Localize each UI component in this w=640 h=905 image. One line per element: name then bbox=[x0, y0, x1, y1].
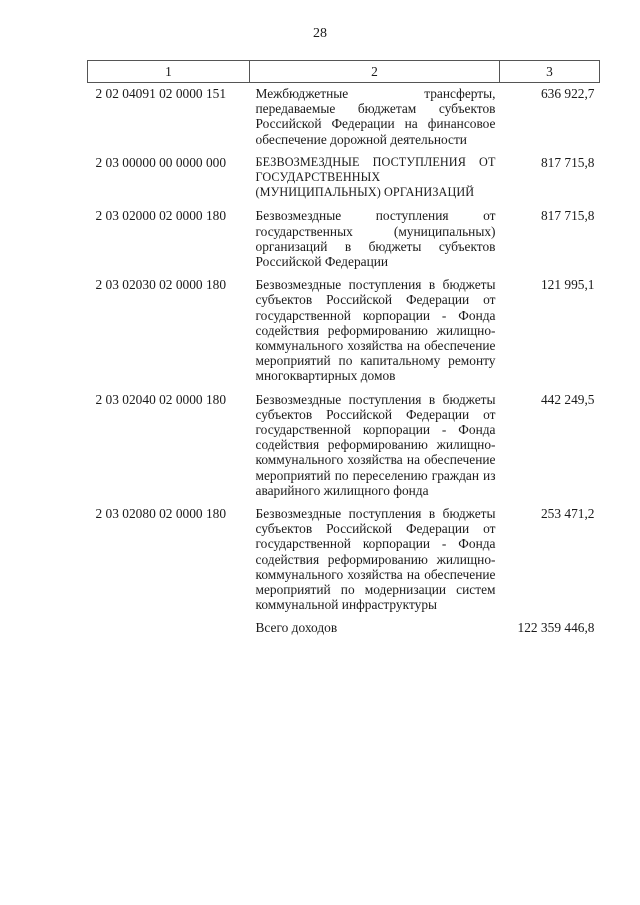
budget-code: 2 02 04091 02 0000 151 bbox=[95, 86, 227, 101]
budget-amount: 253 471,2 bbox=[540, 506, 595, 522]
table-row bbox=[88, 152, 600, 206]
budget-code: 2 03 02030 02 0000 180 bbox=[95, 277, 227, 293]
total-label: Всего доходов bbox=[255, 619, 338, 635]
total-amount: 122 359 446,8 bbox=[517, 619, 595, 635]
revenue-table bbox=[87, 60, 600, 640]
table-row bbox=[88, 389, 600, 503]
budget-code: 2 03 02040 02 0000 180 bbox=[95, 391, 227, 407]
budget-amount: 817 715,8 bbox=[540, 208, 595, 224]
budget-amount: 442 249,5 bbox=[540, 391, 595, 407]
table-row bbox=[88, 205, 600, 274]
budget-description: Безвозмездные поступления в бюджеты субъектов Российской Федерации от государственной корпорации - Фонда содействия реформированию жилищно-коммунального хозяйства на обеспечение мероприятий по капитальному ремонту многоквартирных домов bbox=[255, 277, 496, 384]
budget-amount: 636 922,7 bbox=[540, 86, 595, 101]
budget-code: 2 03 02080 02 0000 180 bbox=[95, 506, 227, 522]
budget-amount: 817 715,8 bbox=[540, 154, 595, 170]
total-code-cell bbox=[88, 618, 250, 640]
budget-description: Межбюджетные трансферты, передаваемые бюджетам субъектов Российской Федерации на финансовое обеспечение дорожной деятельности bbox=[255, 86, 496, 147]
budget-description: Безвозмездные поступления в бюджеты субъектов Российской Федерации от государственной корпорации - Фонда содействия реформированию жилищно-коммунального хозяйства на обеспечение мероприятий по переселению граждан из аварийного жилищного фонда bbox=[255, 391, 496, 498]
column-header-description: 2 bbox=[250, 61, 500, 83]
column-header-code: 1 bbox=[88, 61, 250, 83]
table-row bbox=[88, 274, 600, 388]
table-row bbox=[88, 503, 600, 617]
table-header-row bbox=[88, 61, 600, 83]
budget-amount: 121 995,1 bbox=[540, 277, 595, 293]
total-row bbox=[88, 618, 600, 640]
budget-description: Безвозмездные поступления от государственных (муниципальных) организаций в бюджеты субъектов Российской Федерации bbox=[255, 208, 496, 270]
budget-description: Безвозмездные поступления в бюджеты субъектов Российской Федерации от государственной корпорации - Фонда содействия реформированию жилищно-коммунального хозяйства на обеспечение мероприятий по модернизации систем коммунальной инфраструктуры bbox=[255, 506, 496, 613]
table-row bbox=[88, 83, 600, 152]
column-header-amount: 3 bbox=[500, 61, 600, 83]
budget-code: 2 03 00000 00 0000 000 bbox=[95, 154, 227, 170]
budget-description: БЕЗВОЗМЕЗДНЫЕ ПОСТУПЛЕНИЯ ОТ ГОСУДАРСТВЕННЫХ (МУНИЦИПАЛЬНЫХ) ОРГАНИЗАЦИЙ bbox=[255, 154, 496, 200]
budget-code: 2 03 02000 02 0000 180 bbox=[95, 208, 227, 224]
page-number: 28 bbox=[313, 26, 327, 41]
